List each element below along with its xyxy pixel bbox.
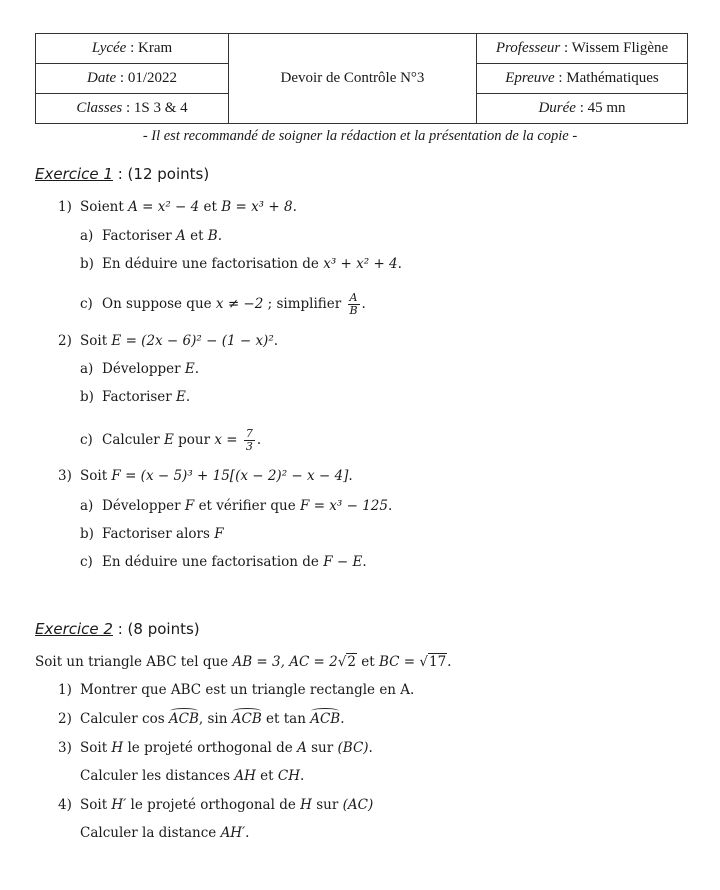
- text-segment: .: [348, 468, 353, 484]
- text-segment: ; simplifier: [263, 296, 346, 312]
- question-line: [80, 255, 402, 273]
- math-expression: E: [184, 361, 195, 377]
- question-line: [80, 497, 392, 515]
- question-line: [80, 824, 249, 842]
- text-segment: et: [199, 199, 222, 215]
- classes-value: : 1S 3 & 4: [122, 100, 188, 116]
- text-segment: Soit: [80, 468, 112, 484]
- math-expression: A: [297, 740, 307, 756]
- square-root: √17: [419, 654, 447, 670]
- text-segment: Calculer les distances: [80, 768, 235, 784]
- question-number: b): [80, 389, 94, 405]
- exercise-1-title: Exercice 1: [35, 165, 113, 183]
- text-segment: et: [185, 228, 208, 244]
- question-line: [35, 653, 451, 671]
- math-expression: AB = 3, AC = 2: [232, 654, 338, 670]
- text-segment: Soit: [80, 740, 112, 756]
- math-expression: AH: [234, 768, 256, 784]
- text-segment: Factoriser alors: [102, 526, 215, 542]
- question-line: [80, 388, 190, 406]
- math-expression: (BC): [337, 740, 369, 756]
- exercise-2-heading: [35, 620, 200, 638]
- fraction: [348, 292, 360, 317]
- exercise-2-points: : (8 points): [112, 620, 200, 638]
- text-segment: .: [292, 199, 297, 215]
- math-expression: E: [164, 432, 174, 448]
- question-line: [80, 227, 222, 245]
- math-expression: (AC): [342, 797, 374, 813]
- question-number: c): [80, 554, 93, 570]
- question-line: [58, 710, 345, 728]
- question-number: b): [80, 526, 94, 542]
- epreuve-label: Epreuve: [505, 70, 555, 86]
- text-segment: On suppose que: [102, 296, 216, 312]
- math-expression: F: [214, 526, 224, 542]
- numerator: 7: [245, 427, 253, 440]
- text-segment: Calculer cos: [80, 711, 169, 727]
- denominator: 3: [245, 440, 253, 453]
- text-segment: .: [362, 554, 367, 570]
- exercise-1-heading: [35, 165, 209, 183]
- text-segment: .: [368, 740, 373, 756]
- math-expression: CH: [277, 768, 300, 784]
- classes-label: Classes: [76, 100, 123, 116]
- math-expression: E = (2x − 6)² − (1 − x)²: [111, 333, 274, 349]
- text-segment: Factoriser: [102, 228, 177, 244]
- text-segment: Soit: [80, 333, 112, 349]
- prof-value: : Wissem Fligène: [560, 40, 669, 56]
- text-segment: En déduire une factorisation de: [102, 256, 324, 272]
- text-segment: le projeté orthogonal de: [126, 797, 301, 813]
- radicand: 17: [428, 654, 447, 670]
- exercise-1-points: : (12 points): [112, 165, 210, 183]
- math-expression: B: [207, 228, 218, 244]
- text-segment: Calculer: [102, 432, 165, 448]
- text-segment: et: [255, 768, 278, 784]
- lycee-label: Lycée: [91, 40, 127, 56]
- date-value: : 01/2022: [116, 70, 177, 86]
- question-line: [80, 360, 199, 378]
- question-line: [80, 553, 367, 571]
- question-line: [58, 198, 297, 216]
- question-number: 3): [58, 740, 72, 756]
- question-number: 1): [58, 682, 72, 698]
- text-segment: et tan: [261, 711, 311, 727]
- question-line: [58, 467, 353, 485]
- question-line: [80, 292, 366, 317]
- text-segment: Factoriser: [102, 389, 177, 405]
- duree-label: Durée: [538, 100, 576, 116]
- exercise-2-title: Exercice 2: [35, 620, 113, 638]
- lycee-value: : Kram: [126, 40, 173, 56]
- denominator: B: [349, 304, 358, 317]
- question-line: [80, 525, 224, 543]
- text-segment: .: [256, 432, 262, 448]
- text-segment: .: [245, 825, 250, 841]
- text-segment: .: [387, 498, 393, 514]
- math-expression: H: [300, 797, 312, 813]
- question-line: [58, 332, 278, 350]
- text-segment: .: [361, 296, 366, 312]
- question-number: c): [80, 296, 93, 312]
- header-table: [35, 33, 688, 124]
- text-segment: .: [185, 389, 191, 405]
- text-segment: sur: [311, 797, 343, 813]
- question-number: a): [80, 498, 94, 514]
- math-expression: F = x³ − 125: [300, 498, 388, 514]
- text-segment: sur: [306, 740, 338, 756]
- angle-expression: ACB: [231, 711, 262, 727]
- math-expression: H: [111, 740, 124, 756]
- math-expression: F = (x − 5)³ + 15[(x − 2)² − x − 4]: [111, 468, 349, 484]
- square-root: √2: [337, 654, 356, 670]
- epreuve-cell: [477, 64, 688, 94]
- math-expression: BC =: [378, 654, 420, 670]
- question-line: [58, 681, 414, 699]
- text-segment: Montrer que ABC est un triangle rectangle en A.: [80, 682, 415, 698]
- text-segment: pour: [173, 432, 215, 448]
- classes-cell: [36, 94, 229, 124]
- math-expression: F − E: [323, 554, 363, 570]
- angle-expression: ACB: [310, 711, 341, 727]
- question-line: [80, 428, 261, 453]
- math-expression: AH′: [220, 825, 246, 841]
- math-expression: H′: [111, 797, 127, 813]
- lycee-cell: [36, 34, 229, 64]
- question-number: a): [80, 228, 94, 244]
- question-number: 2): [58, 711, 72, 727]
- math-expression: A = x² − 4: [128, 199, 200, 215]
- question-number: 1): [58, 199, 72, 215]
- date-label: Date: [86, 70, 117, 86]
- math-expression: F: [184, 498, 195, 514]
- math-expression: x³ + x² + 4: [323, 256, 398, 272]
- math-expression: E: [176, 389, 186, 405]
- text-segment: .: [217, 228, 223, 244]
- text-segment: .: [194, 361, 200, 377]
- text-segment: .: [340, 711, 345, 727]
- question-number: b): [80, 256, 94, 272]
- text-segment: Développer: [102, 361, 185, 377]
- text-segment: et vérifier que: [194, 498, 301, 514]
- text-segment: Développer: [102, 498, 185, 514]
- math-expression: x =: [214, 432, 242, 448]
- date-cell: [36, 64, 229, 94]
- text-segment: .: [447, 654, 452, 670]
- prof-label: Professeur: [495, 40, 561, 56]
- radicand: 2: [347, 654, 356, 670]
- question-number: a): [80, 361, 94, 377]
- duree-cell: [477, 94, 688, 124]
- angle-expression: ACB: [168, 711, 199, 727]
- question-line: [80, 767, 304, 785]
- exam-title: Devoir de Contrôle N°3: [229, 34, 477, 124]
- fraction: [244, 428, 255, 453]
- numerator: A: [349, 291, 358, 304]
- math-expression: B = x³ + 8: [221, 199, 293, 215]
- math-expression: A: [176, 228, 186, 244]
- text-segment: En déduire une factorisation de: [102, 554, 324, 570]
- question-line: [58, 739, 373, 757]
- text-segment: et: [356, 654, 379, 670]
- text-segment: Soit: [80, 797, 112, 813]
- question-line: [58, 796, 373, 814]
- math-expression: x ≠ −2: [215, 296, 264, 312]
- instruction-note: - Il est recommandé de soigner la rédaction et la présentation de la copie -: [142, 128, 578, 144]
- text-segment: le projeté orthogonal de: [123, 740, 298, 756]
- prof-cell: [477, 34, 688, 64]
- text-segment: .: [300, 768, 305, 784]
- text-segment: .: [397, 256, 402, 272]
- text-segment: Calculer la distance: [80, 825, 221, 841]
- duree-value: : 45 mn: [575, 100, 626, 116]
- question-number: 4): [58, 797, 72, 813]
- text-segment: .: [273, 333, 279, 349]
- text-segment: Soit un triangle ABC tel que: [35, 654, 233, 670]
- question-number: 3): [58, 468, 72, 484]
- epreuve-value: : Mathématiques: [554, 70, 659, 86]
- text-segment: , sin: [198, 711, 232, 727]
- question-number: c): [80, 432, 93, 448]
- text-segment: Soient: [80, 199, 129, 215]
- question-number: 2): [58, 333, 72, 349]
